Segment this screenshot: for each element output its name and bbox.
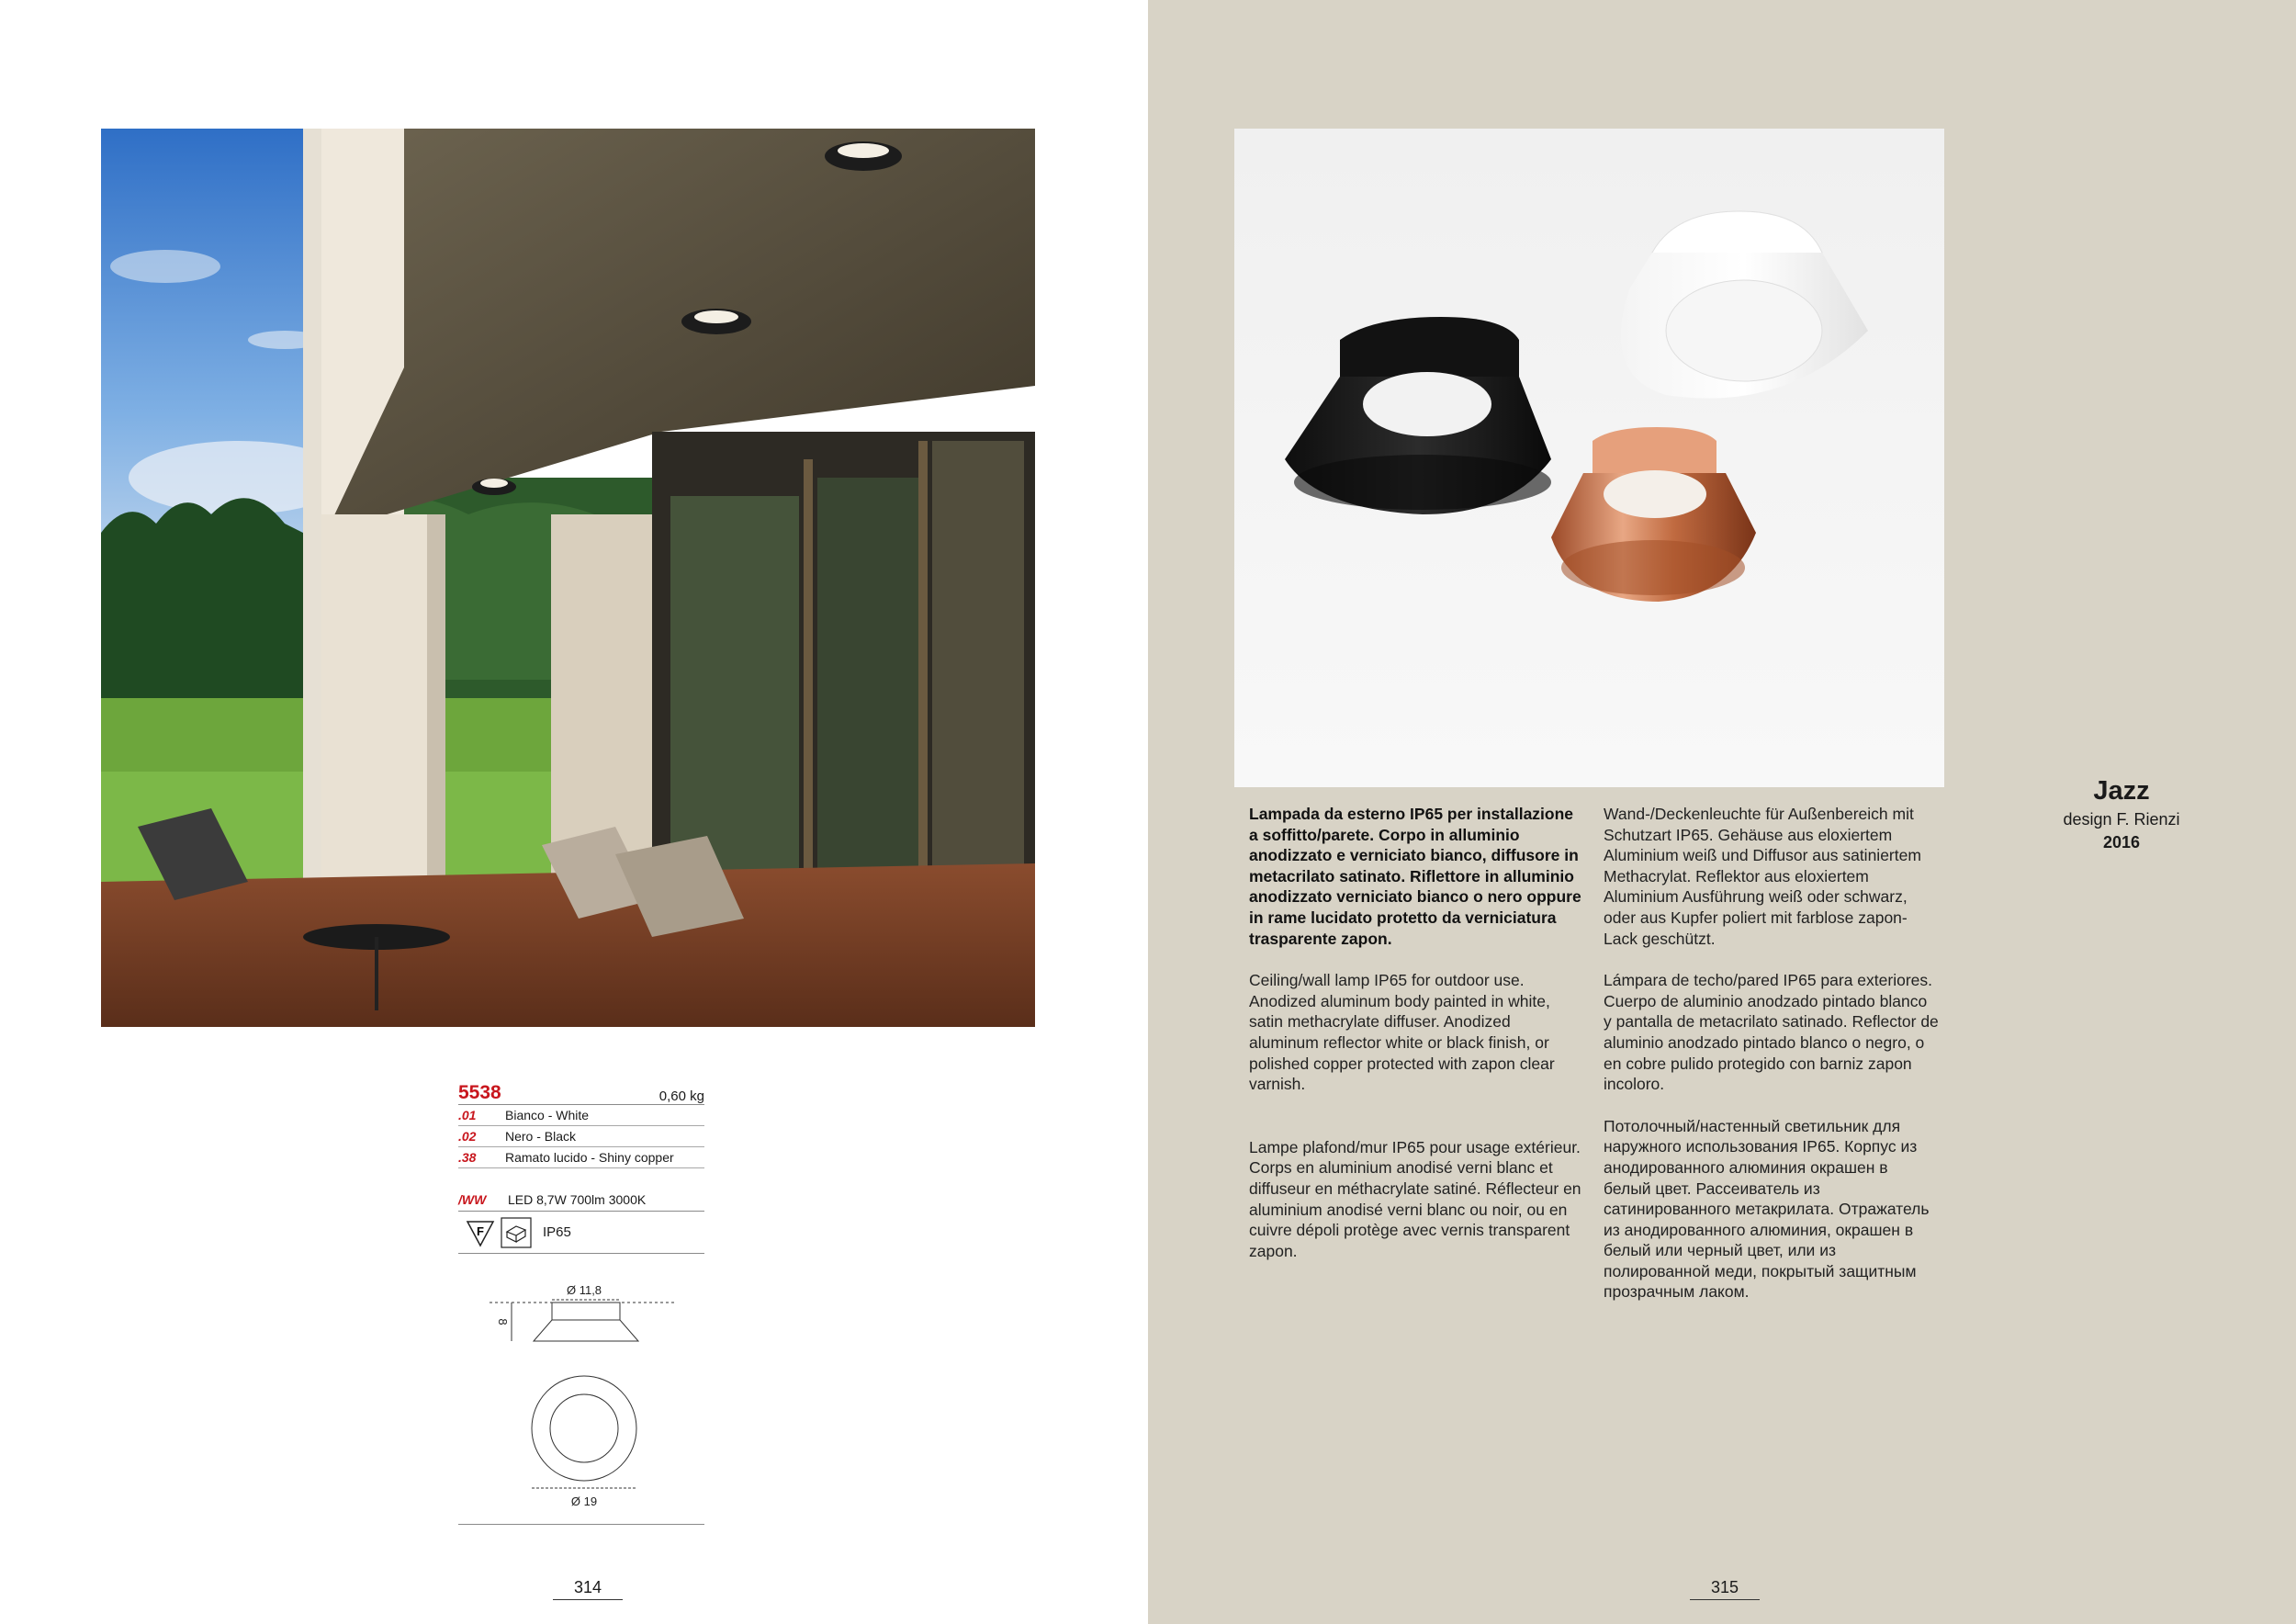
variant-code: .01 xyxy=(458,1108,477,1122)
spec-table xyxy=(458,1075,704,1254)
description-ru: Потолочный/настенный светильник для наружного использования IP65. Корпус из анодированного алюминия окрашен в белый цвет. Рассеиватель из сатинированного метакрилата. Отражатель из анодированного алюминия, окрашен в белый или черный цвет, или из полированной меди, покрытый защитным прозрачным лаком. xyxy=(1604,1116,1930,1302)
installation-box-icon xyxy=(501,1217,532,1248)
design-year: 2016 xyxy=(2102,833,2141,851)
description-it: Lampada da esterno IP65 per installazione a soffitto/parete. Corpo in alluminio anodizzato e verniciato bianco, diffusore in metacrilato satinato. Riflettore in alluminio anodizzato verniciato bianco o nero oppure in rame lucidato protetto da verniciatura trasparente zapon. xyxy=(1249,805,1581,948)
jazz-lamps-photo xyxy=(1234,129,1944,787)
variant-label: Ramato lucido - Shiny copper xyxy=(505,1150,674,1165)
product-title-block xyxy=(2020,776,2223,852)
variant-code: .02 xyxy=(458,1129,477,1144)
led-label: LED 8,7W 700lm 3000K xyxy=(508,1192,647,1207)
led-row xyxy=(458,1189,704,1212)
description-es: Lámpara de techo/pared IP65 para exteriores. Cuerpo de aluminio anodzado pintado blanco y pantalla de metacrilato satinado. Reflector de aluminio anodzado pintado blanco o negro, o en cobre pulido protegido con barniz zapon incoloro. xyxy=(1604,971,1939,1094)
description-en: Ceiling/wall lamp IP65 for outdoor use. Anodized aluminum body painted in white, satin methacrylate diffuser. Anodized aluminum reflector white or black finish, or polished copper protected with zapon clear varnish. xyxy=(1249,971,1555,1094)
product-weight: 0,60 kg xyxy=(658,1088,704,1104)
variant-row xyxy=(458,1126,704,1147)
variant-row xyxy=(458,1105,704,1126)
outdoor-terrace-photo xyxy=(101,129,1035,1027)
led-code: /WW xyxy=(458,1192,487,1207)
spec-header-row xyxy=(458,1075,704,1105)
text-column-left xyxy=(1249,804,1584,1282)
f-class-letter: F xyxy=(477,1224,484,1238)
f-class-triangle-icon xyxy=(466,1218,495,1247)
certification-row xyxy=(458,1212,704,1254)
ip-rating: IP65 xyxy=(543,1224,571,1240)
description-de: Wand-/Deckenleuchte für Außenbereich mit Schutzart IP65. Gehäuse aus eloxiertem Aluminium weiß und Diffusor aus satiniertem Methacrylat. Reflektor aus eloxiertem Aluminium Ausführung weiß oder schwarz, oder aus Kupfer poliert mit farblose zapon-Lack geschützt. xyxy=(1604,805,1921,948)
top-diameter-label: Ø 11,8 xyxy=(566,1283,602,1297)
page-number-left: 314 xyxy=(553,1578,623,1600)
page-number-right: 315 xyxy=(1690,1578,1760,1600)
variant-code: .38 xyxy=(458,1150,477,1165)
designer-credit: design F. Rienzi xyxy=(2063,810,2180,829)
variant-row xyxy=(458,1147,704,1168)
product-name: Jazz xyxy=(2093,776,2150,806)
product-code: 5538 xyxy=(458,1082,501,1103)
text-column-right xyxy=(1604,804,1939,1324)
height-label: 8 xyxy=(496,1318,510,1325)
variant-label: Bianco - White xyxy=(505,1108,590,1122)
description-fr: Lampe plafond/mur IP65 pour usage extérieur. Corps en aluminium anodisé verni blanc et diffuseur en méthacrylate satiné. Réflecteur en aluminium anodisé verni blanc ou noir, ou en cuivre dépoli protège avec vernis transparent zapon. xyxy=(1249,1137,1581,1260)
divider xyxy=(458,1524,704,1525)
dimension-drawing xyxy=(458,1281,704,1525)
variant-label: Nero - Black xyxy=(505,1129,577,1144)
base-diameter-label: Ø 19 xyxy=(570,1494,598,1508)
